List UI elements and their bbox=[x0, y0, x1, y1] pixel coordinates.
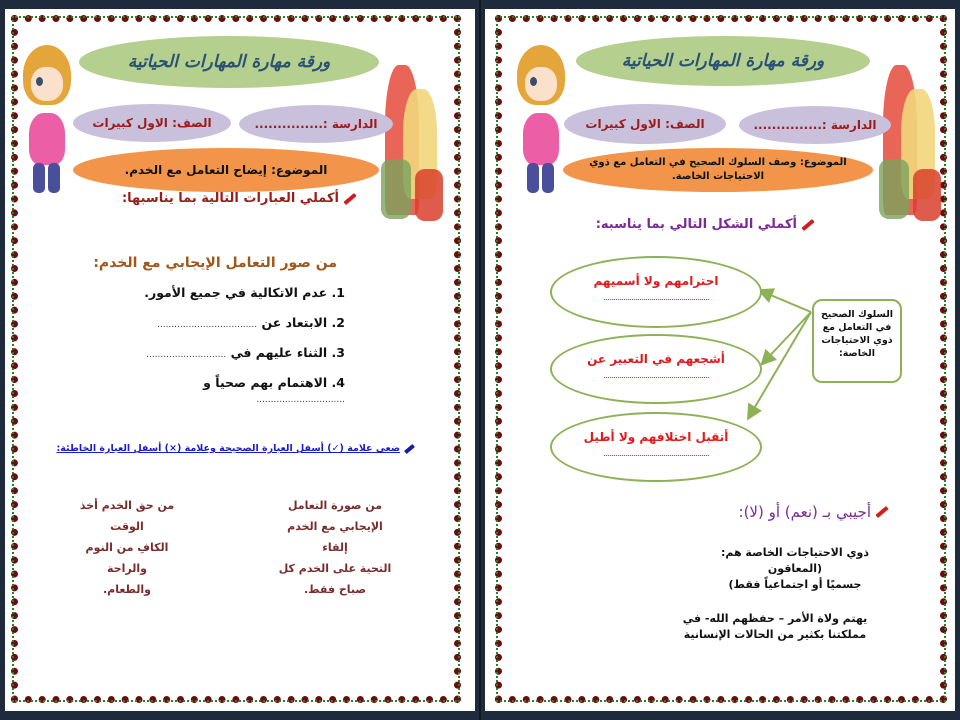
question-line: يهتم ولاة الأمر – حفظهم الله- في bbox=[682, 612, 868, 625]
list-item bbox=[125, 345, 345, 375]
statement-line: من حق الخدم أخذ الوقت bbox=[79, 499, 175, 533]
section-heading bbox=[93, 255, 337, 271]
node-label: احترامهم ولا أسميهم bbox=[593, 274, 719, 288]
statement-line: الكافِ من النوم والراحة bbox=[85, 541, 169, 575]
pencil-icon bbox=[875, 506, 888, 518]
instruction-complete-statements bbox=[122, 191, 357, 206]
statement-line: والطعام. bbox=[102, 583, 152, 596]
question-line: مملكتنا بكثير من الحالات الإنسانية bbox=[683, 628, 867, 641]
student-name-field[interactable] bbox=[239, 105, 393, 143]
pencil-icon bbox=[404, 443, 415, 453]
node-label: أشجعهم في التعبير عن bbox=[587, 352, 725, 366]
topic-text-line-1: الموضوع: وصف السلوك الصحيح في التعامل مع ذوي bbox=[589, 157, 847, 168]
topic-banner bbox=[73, 148, 379, 192]
answer-blank[interactable] bbox=[604, 370, 709, 378]
statement-2 bbox=[65, 495, 189, 600]
list-item bbox=[125, 315, 345, 345]
answer-blank[interactable]: ............................... bbox=[256, 395, 345, 405]
student-name-label: الدارسة :............... bbox=[753, 118, 877, 132]
answer-blank[interactable] bbox=[604, 448, 709, 456]
student-name-label: الدارسة :............... bbox=[254, 117, 378, 131]
worksheet-title: ورقة مهارة المهارات الحياتية bbox=[127, 52, 331, 72]
answer-blank[interactable] bbox=[604, 292, 709, 300]
instruction-text: أكملي الشكل التالي بما يناسبه: bbox=[595, 217, 797, 232]
statement-line: من صورة التعامل bbox=[287, 499, 383, 512]
question-1 bbox=[695, 545, 895, 593]
class-label: الصف: الاول كبيرات bbox=[585, 117, 705, 131]
instruction-text: أجيبي بـ (نعم) أو (لا): bbox=[738, 503, 871, 521]
question-line: ذوي الاحتياجات الخاصة هم:(المعاقون bbox=[720, 546, 870, 575]
answer-blank[interactable]: ............................ bbox=[146, 350, 227, 360]
item-text: الثناء عليهم في bbox=[230, 345, 328, 360]
question-2 bbox=[675, 611, 875, 643]
statement-line: الإيجابي مع الخدم إلقاء bbox=[287, 520, 383, 554]
pencil-icon bbox=[343, 192, 356, 204]
topic-text-line-2: الاحتياجات الخاصة. bbox=[671, 171, 765, 182]
topic-text: الموضوع: إيضاح التعامل مع الخدم. bbox=[124, 163, 328, 177]
node-label: أتقبل اختلافهم ولا أطيل bbox=[583, 430, 729, 444]
item-number: 3. bbox=[331, 345, 345, 360]
statement-line: صباح فقط. bbox=[303, 583, 367, 596]
diagram-node-2 bbox=[550, 334, 762, 404]
class-field bbox=[73, 104, 231, 142]
section-heading-text: من صور التعامل الإيجابي مع الخدم: bbox=[93, 255, 337, 271]
worksheet-page-right bbox=[485, 9, 955, 711]
item-text: الابتعاد عن bbox=[261, 315, 328, 330]
item-text: عدم الاتكالية في جميع الأمور. bbox=[144, 285, 328, 300]
fill-in-list bbox=[125, 285, 345, 405]
item-number: 2. bbox=[331, 315, 345, 330]
diagram-node-1 bbox=[550, 256, 762, 328]
center-line: في التعامل مع bbox=[822, 322, 892, 333]
statement-line: التحية على الخدم كل bbox=[278, 562, 392, 575]
instruction-text: ضعي علامة (✓) أسفل العبارة الصحيحة وعلامة (×) أسفل العبارة الخاطئة: bbox=[56, 443, 400, 454]
item-text: الاهتمام بهم صحياً و bbox=[203, 375, 328, 390]
worksheet-page-left bbox=[5, 9, 475, 711]
instruction-text: أكملي العبارات التالية بما يناسبها: bbox=[121, 191, 339, 206]
center-line: السلوك الصحيح bbox=[820, 309, 894, 320]
center-line: الخاصة: bbox=[839, 348, 875, 359]
statement-1 bbox=[275, 495, 395, 600]
worksheet-title-banner bbox=[79, 36, 379, 88]
question-line: جسميًا أو اجتماعياً فقط) bbox=[728, 578, 862, 591]
center-line: ذوي الاحتياجات bbox=[821, 335, 893, 346]
list-item bbox=[125, 375, 345, 405]
list-item bbox=[125, 285, 345, 315]
anime-girls-illustration bbox=[381, 59, 443, 222]
diagram-node-3 bbox=[550, 412, 762, 482]
item-number: 4. bbox=[331, 375, 345, 390]
instruction-yes-no bbox=[739, 503, 889, 521]
instruction-true-false bbox=[57, 443, 416, 454]
diagram-center-box bbox=[812, 299, 902, 383]
answer-blank[interactable]: ................................... bbox=[156, 320, 258, 330]
cartoon-girl-illustration bbox=[21, 45, 73, 195]
class-label: الصف: الاول كبيرات bbox=[92, 116, 212, 130]
page-divider bbox=[479, 0, 481, 720]
item-number: 1. bbox=[331, 285, 345, 300]
worksheet-title: ورقة مهارة المهارات الحياتية bbox=[621, 51, 825, 71]
